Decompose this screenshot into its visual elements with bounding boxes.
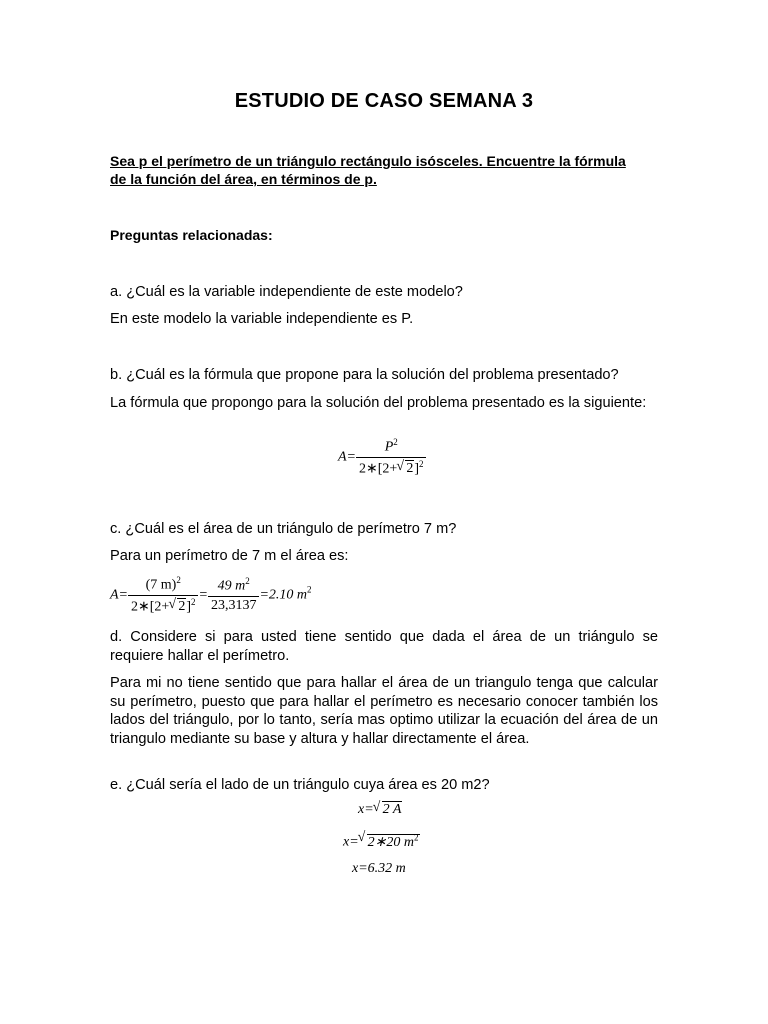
formula-c-denominator-2: 23,3137: [208, 596, 260, 614]
formula-c-den1-prefix: 2∗: [131, 599, 150, 615]
question-d: d. Considere si para usted tiene sentido que dada el área de un triángulo se requiere hallar el perímetro.: [110, 629, 658, 664]
answer-d: Para mi no tiene sentido que para hallar el área de un triangulo tenga que calcular su perímetro, puesto que para hallar el perímetro es necesario conocer también los lados del triángulo, por lo tanto, sería mas optimo utilizar la ecuación del área de un triangulo mediante su base y altura y hallar directamente el área.: [110, 675, 658, 747]
formula-e-line-3: x=6.32 m: [352, 861, 406, 876]
formula-c-root: 2: [178, 599, 186, 615]
formula-b-den-close: ]: [414, 461, 419, 477]
formula-c-den1-exponent: 2: [190, 596, 196, 607]
formula-c-lhs: A=: [110, 587, 128, 603]
formula-c-result-exponent: 2: [307, 584, 312, 595]
related-questions-heading: Preguntas relacionadas:: [110, 227, 273, 243]
formula-c-numerator-1-exponent: 2: [176, 575, 181, 585]
formula-c-fraction-1: [128, 575, 198, 615]
problem-statement: Sea p el perímetro de un triángulo rectángulo isósceles. Encuentre la fórmula de la función del área, en términos de p.: [110, 153, 626, 187]
formula-b-den-open: [: [377, 461, 383, 477]
formula-e-2-root: 2∗20 m: [367, 834, 415, 850]
formula-c-equals-1: =: [198, 587, 208, 603]
question-e: e. ¿Cuál sería el lado de un triángulo cuya área es 20 m2?: [110, 777, 490, 793]
page-title: ESTUDIO DE CASO SEMANA 3: [234, 90, 534, 112]
formula-b-den-inner: 2+: [382, 461, 398, 477]
formula-e-1-lhs: x=: [358, 802, 374, 817]
formula-b-lhs: A=: [338, 449, 356, 465]
question-a: a. ¿Cuál es la variable independiente de este modelo?: [110, 284, 463, 300]
formula-b: [338, 437, 426, 477]
formula-b-numerator: P: [384, 439, 394, 455]
formula-b-numerator-exponent: 2: [393, 437, 398, 447]
formula-c-den1-open: [: [149, 599, 155, 615]
formula-b-den-prefix: 2∗: [359, 461, 378, 477]
formula-c-fraction-2: [208, 576, 260, 614]
answer-a: En este modelo la variable independiente es P.: [110, 311, 414, 327]
formula-c-equals-2: =: [259, 587, 269, 603]
formula-e-line-2: [343, 832, 420, 851]
formula-c-result: 2.10 m: [268, 587, 308, 603]
formula-c-numerator-1: (7 m): [145, 577, 177, 593]
question-b: b. ¿Cuál es la fórmula que propone para la solución del problema presentado?: [110, 367, 619, 383]
formula-b-sqrt: [397, 461, 414, 477]
formula-e-2-sqrt: [359, 832, 420, 851]
formula-e-line-1: [358, 802, 402, 818]
formula-c: [110, 575, 312, 615]
formula-e-1-sqrt: [374, 802, 403, 818]
question-c: c. ¿Cuál es el área de un triángulo de perímetro 7 m?: [110, 521, 457, 537]
formula-b-root: 2: [406, 461, 414, 477]
formula-c-den1-inner: 2+: [154, 599, 170, 615]
formula-c-numerator-2: 49 m: [217, 578, 246, 594]
formula-c-den1-close: ]: [186, 599, 191, 615]
formula-c-sqrt: [169, 599, 186, 615]
formula-e-2-exponent: 2: [414, 832, 419, 842]
answer-c: Para un perímetro de 7 m el área es:: [110, 548, 349, 564]
formula-b-den-exponent: 2: [418, 458, 424, 469]
formula-b-fraction: [356, 437, 426, 477]
formula-e-1-root: 2 A: [382, 802, 402, 817]
answer-b: La fórmula que propongo para la solución del problema presentado es la siguiente:: [110, 395, 647, 411]
formula-e-2-lhs: x=: [343, 834, 359, 850]
formula-c-numerator-2-exponent: 2: [245, 576, 250, 587]
